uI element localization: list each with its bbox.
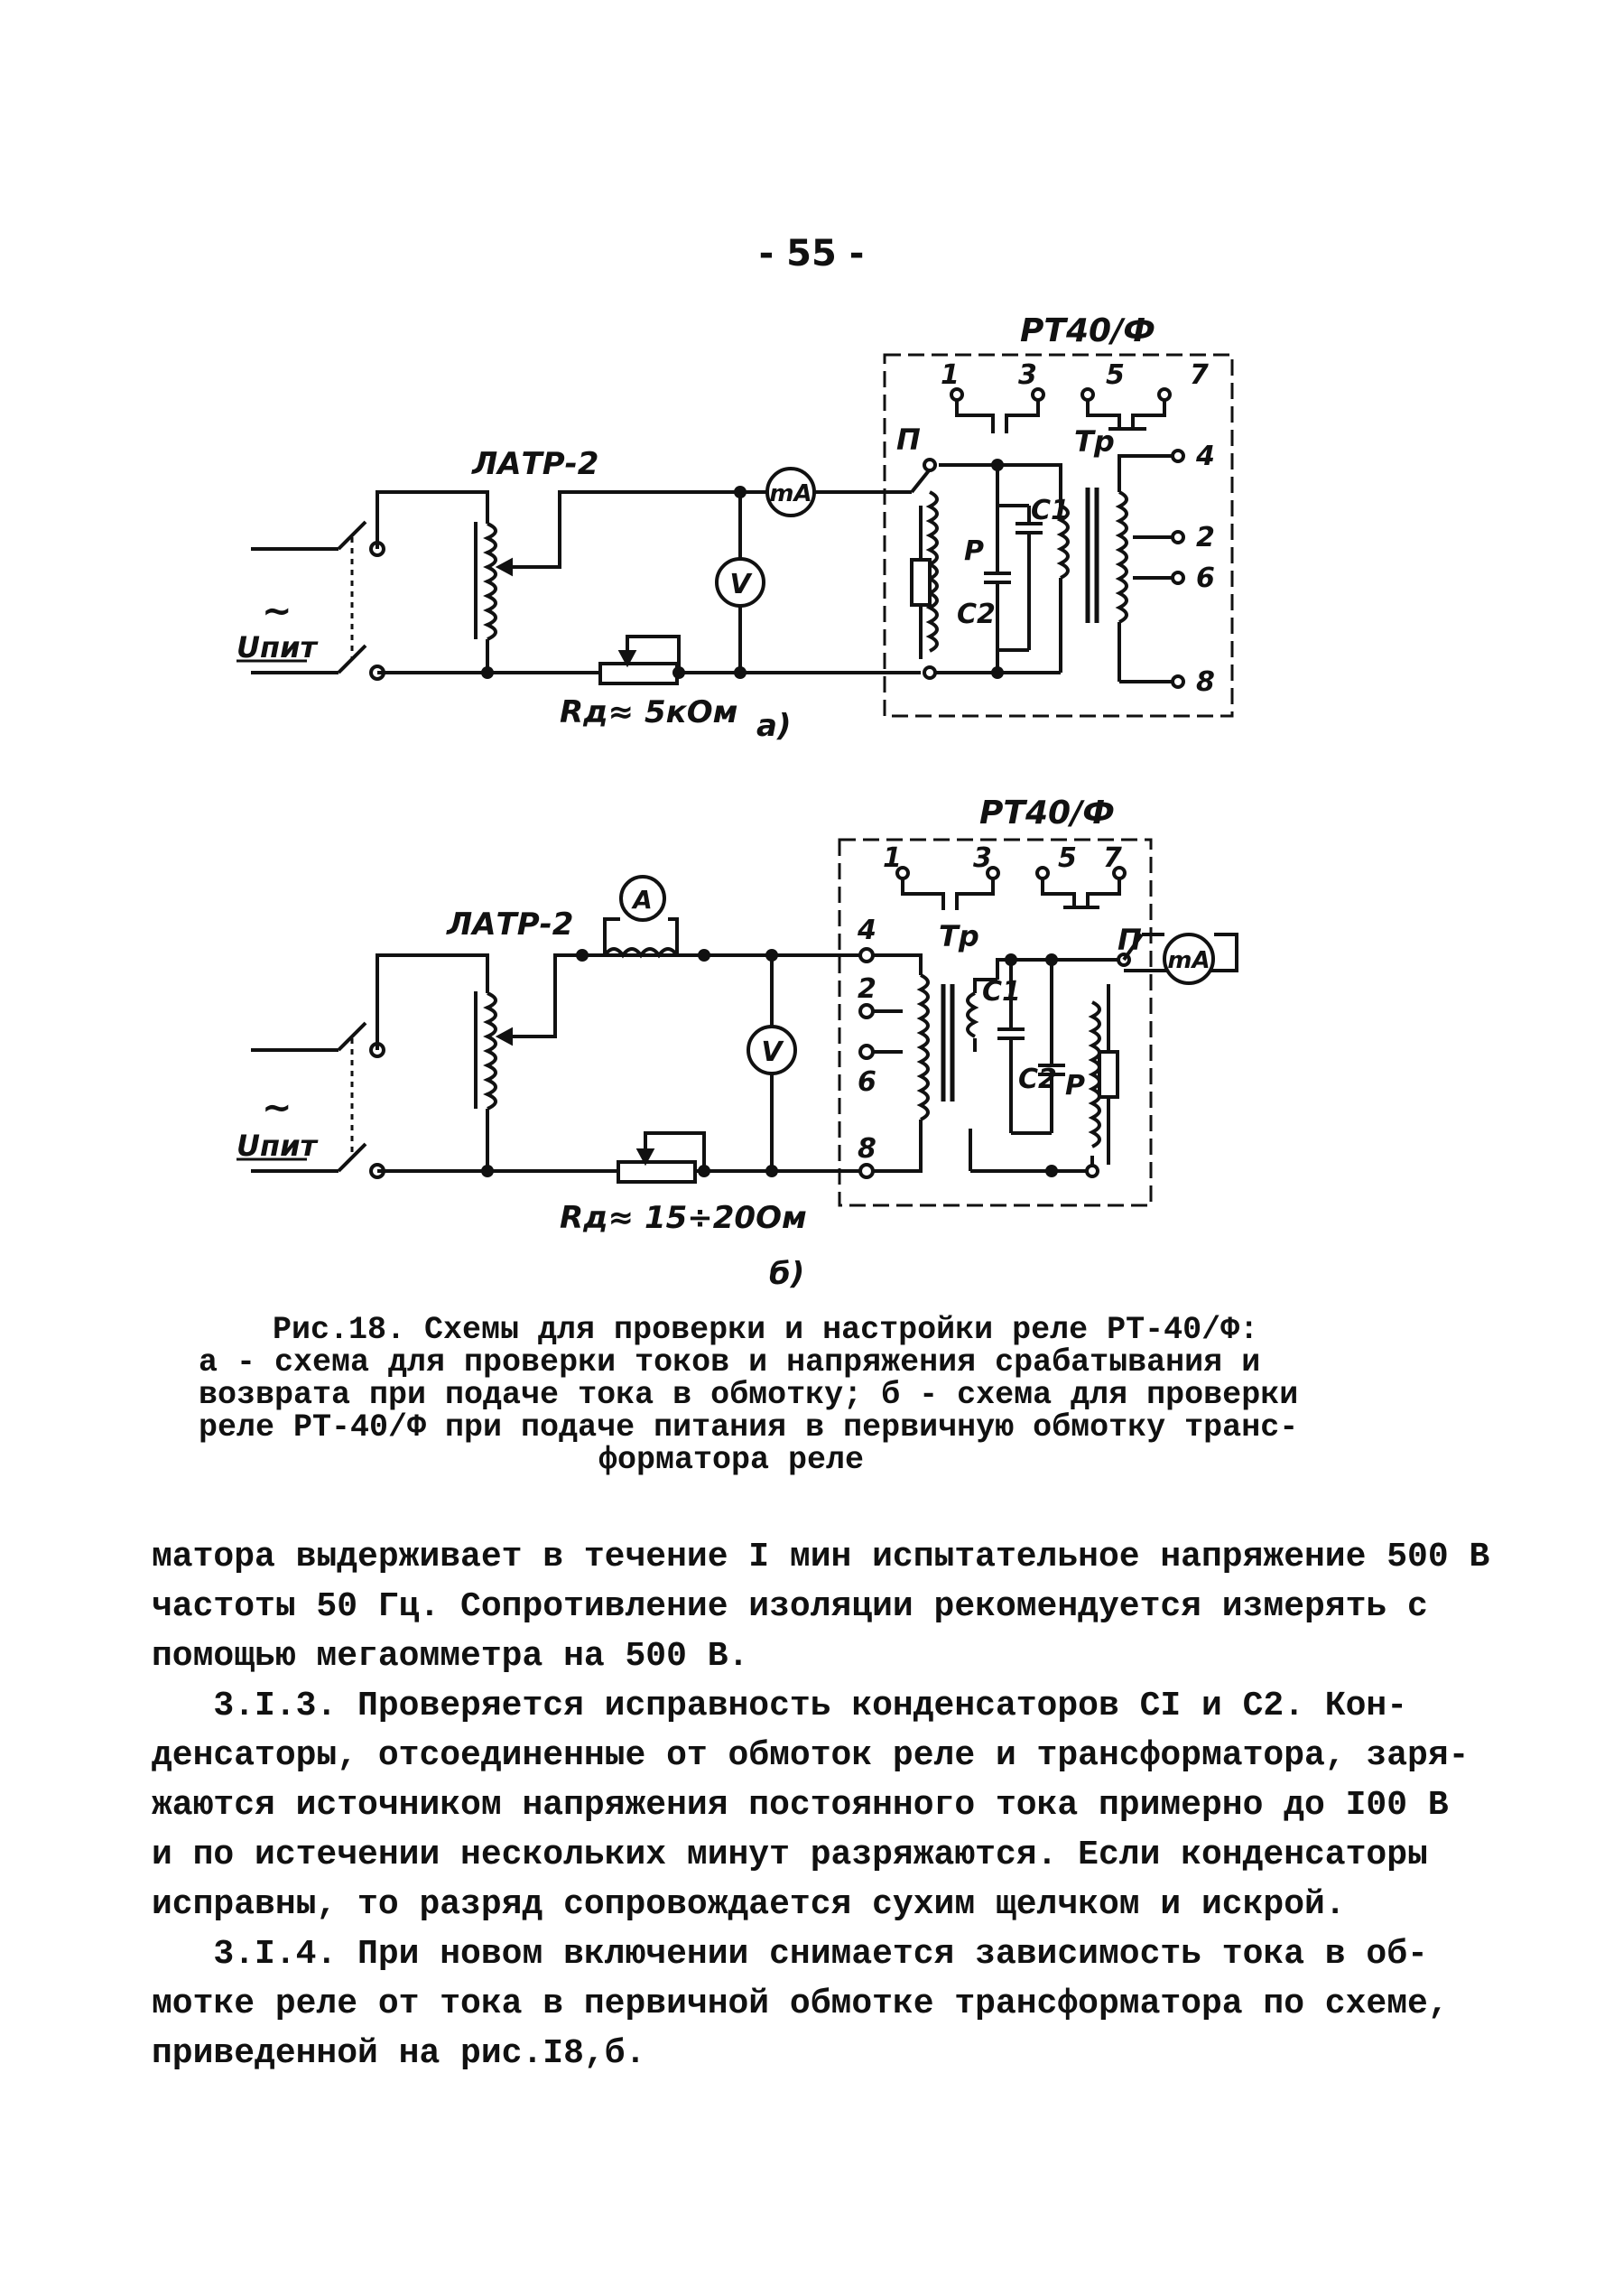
device-label: РТ40/Ф: [1020, 312, 1155, 349]
text-line: исправны, то разряд сопровождается сухим щелчком и искрой.: [152, 1885, 1346, 1924]
milliammeter-label: mA: [1167, 947, 1210, 974]
resistor-label: Rд≈ 5кОм: [560, 694, 738, 730]
pin-3-label: 3: [973, 842, 992, 874]
pin-5-label: 5: [1106, 359, 1125, 391]
pin-6-label: 6: [1196, 562, 1215, 594]
text-line: мотке реле от тока в первичной обмотке трансформатора по схеме,: [152, 1985, 1449, 2023]
autotransformer-label: ЛАТР-2: [447, 906, 574, 943]
text-line: частоты 50 Гц. Сопротивление изоляции рекомендуется измерять с: [152, 1587, 1428, 1626]
caption-title: Рис.18. Схемы для проверки и настройки реле РТ-40/Ф:: [273, 1312, 1259, 1348]
text-line: 3.I.4. При новом включении снимается зависимость тока в об-: [152, 1935, 1428, 1974]
resistor-label: Rд≈ 15÷20Ом: [560, 1200, 807, 1236]
capacitor-c1-label: C1: [982, 976, 1021, 1008]
text-line: и по истечении нескольких минут разряжаются. Если конденсаторы: [152, 1836, 1428, 1874]
subfigure-label: а): [756, 708, 792, 744]
caption-line: возврата при подаче тока в обмотку; б - схема для проверки: [199, 1377, 1299, 1413]
transformer-label: Тр: [939, 919, 979, 953]
ac-symbol: ~: [262, 1087, 292, 1129]
relay-contact-label: П: [1118, 923, 1142, 957]
text-line: матора выдерживает в течение I мин испытательное напряжение 500 В: [152, 1538, 1490, 1576]
supply-voltage-label: Uпит: [236, 630, 318, 665]
caption-line: форматора реле: [598, 1442, 865, 1478]
body-text: [152, 1532, 1490, 2078]
pin-4-label: 4: [1196, 441, 1215, 472]
pin-1-label: 1: [941, 359, 960, 391]
capacitor-c2-label: C2: [1018, 1064, 1057, 1095]
voltmeter-label: V: [761, 1036, 783, 1068]
pin-3-label: 3: [1018, 359, 1037, 391]
pin-6-label: 6: [858, 1066, 876, 1098]
device-label: РТ40/Ф: [979, 795, 1115, 832]
autotransformer-label: ЛАТР-2: [472, 446, 599, 482]
caption-line: а - схема для проверки токов и напряжения срабатывания и: [199, 1344, 1261, 1380]
pin-1-label: 1: [883, 842, 902, 874]
supply-voltage-label: Uпит: [236, 1129, 318, 1163]
relay-contact-label: П: [896, 423, 921, 457]
pin-4-label: 4: [858, 915, 876, 946]
pin-8-label: 8: [1196, 666, 1215, 698]
text-line: приведенной на рис.I8,б.: [152, 2034, 646, 2073]
element-p-label: Р: [964, 535, 984, 567]
text-line: денсаторы, отсоединенные от обмоток реле и трансформатора, заря-: [152, 1736, 1470, 1775]
page-number: - 55 -: [758, 233, 865, 274]
ac-symbol: ~: [262, 590, 292, 632]
pin-7-label: 7: [1190, 359, 1209, 391]
transformer-label: Тр: [1074, 424, 1115, 459]
pin-5-label: 5: [1058, 842, 1077, 874]
text-line: жаются источником напряжения постоянного тока примерно до I00 В: [152, 1786, 1449, 1825]
text-line: помощью мегаомметра на 500 В.: [152, 1637, 749, 1676]
element-p-label: Р: [1065, 1070, 1085, 1102]
voltmeter-label: V: [729, 569, 751, 600]
subfigure-label: б): [769, 1256, 805, 1292]
pin-7-label: 7: [1103, 842, 1122, 874]
milliammeter-label: mA: [769, 480, 812, 507]
pin-2-label: 2: [858, 973, 876, 1005]
capacitor-c2-label: C2: [957, 599, 996, 630]
pin-8-label: 8: [858, 1133, 876, 1165]
ammeter-label: A: [633, 885, 653, 915]
capacitor-c1-label: C1: [1031, 495, 1070, 526]
pin-2-label: 2: [1196, 522, 1215, 553]
caption-line: реле РТ-40/Ф при подаче питания в первичную обмотку транс-: [199, 1409, 1299, 1445]
figure-caption: [199, 1314, 1372, 1476]
text-line: 3.I.3. Проверяется исправность конденсаторов СI и С2. Кон-: [152, 1687, 1408, 1725]
